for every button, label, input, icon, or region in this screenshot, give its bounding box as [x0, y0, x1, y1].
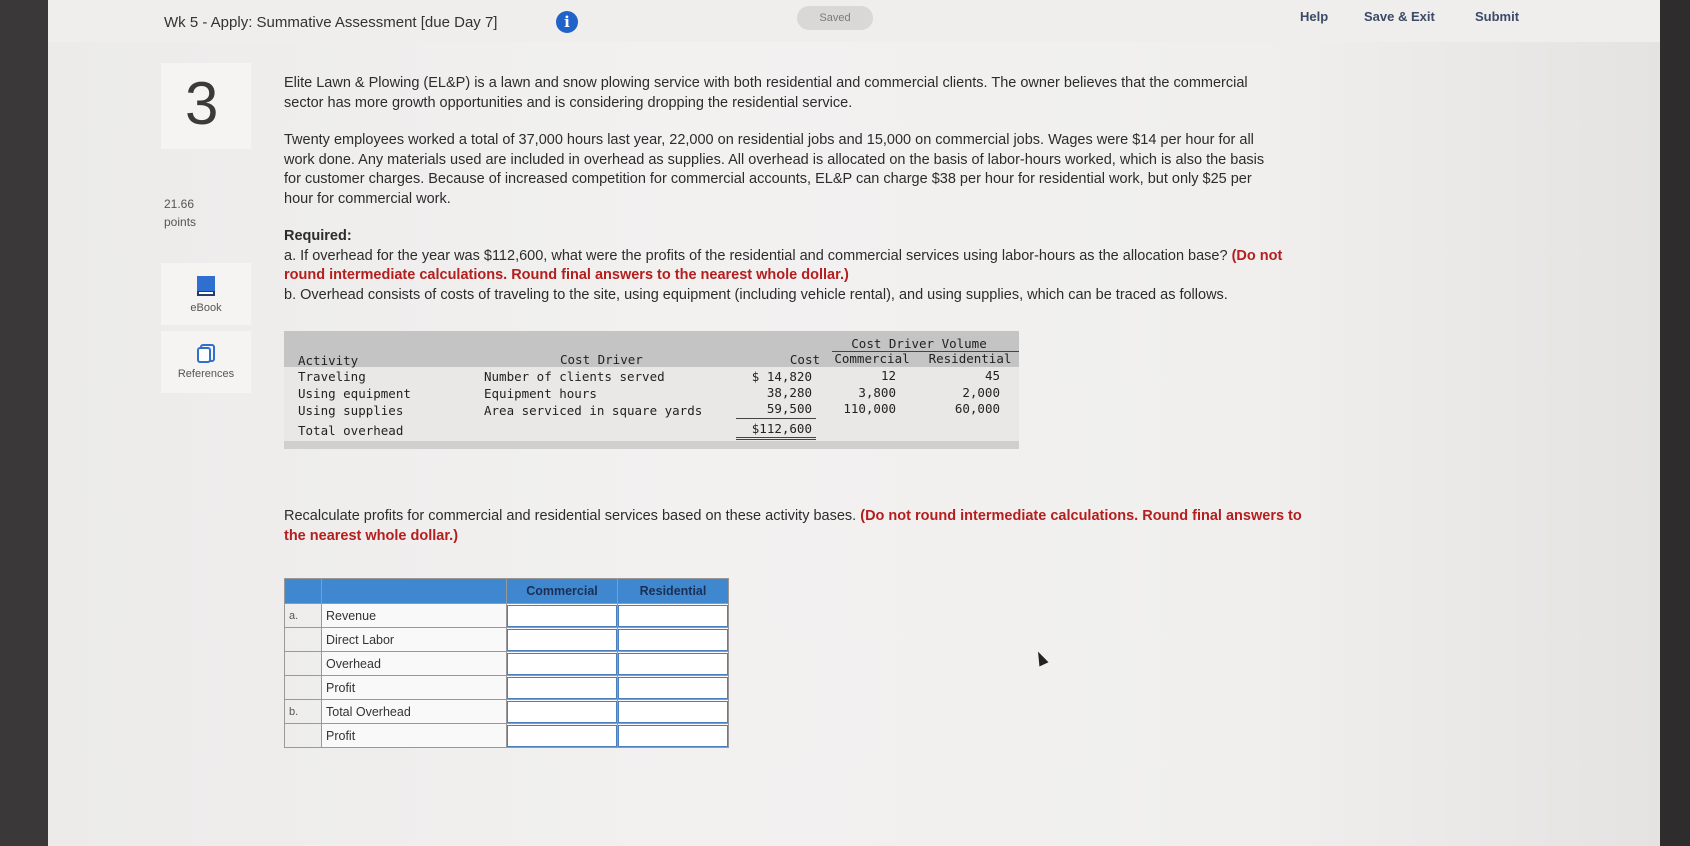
row-driver: Number of clients served	[484, 369, 665, 384]
residential-input[interactable]	[618, 701, 728, 723]
commercial-input[interactable]	[507, 629, 617, 651]
answer-table	[284, 578, 729, 748]
row-commercial: 110,000	[843, 401, 896, 416]
ebook-button[interactable]	[161, 263, 251, 325]
row-label: Revenue	[322, 604, 507, 628]
problem-details: Twenty employees worked a total of 37,000 hours last year, 22,000 on residential jobs and 15,000 on commercial jobs. Wages were $14 per hour for all work done. Any materials used are included in overhead as supplies. All overhead is allocated on the basis of labor-hours worked, which is also the basis for customer charges. Because of increased competition for commercial accounts, EL&P can charge $38 per hour for residential work, but only $25 per hour for commercial work.	[284, 132, 1265, 207]
part-label	[285, 652, 322, 676]
residential-input[interactable]	[618, 653, 728, 675]
table-row	[285, 604, 729, 628]
row-label: Profit	[322, 676, 507, 700]
row-cost: 38,280	[766, 385, 812, 400]
total-overhead-label: Total overhead	[298, 423, 404, 438]
header-activity: Activity	[298, 353, 359, 368]
part-b-text: b. Overhead consists of costs of traveling to the site, using equipment (including vehicle rental), and using supplies, which can be traced as follows.	[284, 286, 1228, 303]
row-driver: Area serviced in square yards	[484, 403, 703, 418]
total-overhead-cost: $112,600	[751, 421, 812, 436]
part-a-note: (Do not round intermediate calculations. Round final answers to the nearest whole dollar.)	[284, 247, 1283, 283]
points-info	[164, 195, 196, 231]
part-label: b.	[285, 700, 322, 724]
cost-driver-volume-header: Cost Driver Volume	[851, 336, 987, 351]
part-a-question: a. If overhead for the year was $112,600, what were the profits of the residential and commercial services using labor-hours as the allocation base?	[284, 247, 1228, 264]
row-commercial: 12	[880, 368, 896, 383]
overhead-table	[284, 331, 1019, 449]
required-label: Required:	[284, 228, 352, 244]
part-a-text	[284, 247, 1284, 286]
header-residential: Residential	[928, 351, 1012, 366]
question-number: 3	[185, 70, 219, 137]
row-label: Profit	[322, 724, 507, 748]
row-driver: Equipment hours	[484, 386, 597, 401]
answer-table-header	[285, 579, 729, 604]
problem-text	[284, 74, 1284, 305]
row-residential: 2,000	[962, 385, 1000, 400]
row-activity: Traveling	[298, 369, 366, 384]
row-commercial: 3,800	[858, 385, 896, 400]
saved-status: Saved	[797, 6, 873, 30]
col-commercial: Commercial	[507, 579, 618, 604]
residential-input[interactable]	[618, 725, 728, 747]
save-exit-button[interactable]: Save & Exit	[1364, 9, 1435, 24]
points-value: 21.66	[164, 197, 195, 211]
part-label	[285, 628, 322, 652]
header-cost: Cost	[789, 352, 820, 367]
row-label: Direct Labor	[322, 628, 507, 652]
help-button[interactable]: Help	[1300, 9, 1329, 24]
points-label: points	[164, 215, 197, 229]
submit-button[interactable]: Submit	[1475, 9, 1520, 24]
screen-bezel	[1660, 0, 1690, 846]
row-residential: 45	[984, 368, 1000, 383]
header-commercial: Commercial	[834, 351, 910, 366]
info-icon[interactable]: i	[556, 11, 578, 33]
residential-input[interactable]	[618, 677, 728, 699]
table-row	[285, 724, 729, 748]
references-label: References	[177, 368, 235, 380]
assessment-title: Wk 5 - Apply: Summative Assessment [due Day 7]	[164, 14, 498, 31]
row-label: Overhead	[322, 652, 507, 676]
col-residential: Residential	[618, 579, 729, 604]
recalc-note: (Do not round intermediate calculations. Round final answers to the nearest whole dollar.)	[284, 508, 1302, 544]
part-label: a.	[285, 604, 322, 628]
top-bar	[48, 0, 1660, 42]
row-residential: 60,000	[954, 401, 1000, 416]
row-cost: $ 14,820	[751, 369, 812, 384]
table-row	[285, 628, 729, 652]
commercial-input[interactable]	[507, 701, 617, 723]
row-cost: 59,500	[766, 401, 812, 416]
recalc-text: Recalculate profits for commercial and residential services based on these activity bases.	[284, 508, 857, 524]
row-activity: Using equipment	[298, 386, 411, 401]
recalculate-instructions	[284, 506, 1314, 546]
commercial-input[interactable]	[507, 725, 617, 747]
table-row	[285, 700, 729, 724]
commercial-input[interactable]	[507, 653, 617, 675]
mouse-cursor-icon	[1034, 650, 1049, 667]
residential-input[interactable]	[618, 629, 728, 651]
table-row	[285, 676, 729, 700]
row-label: Total Overhead	[322, 700, 507, 724]
book-icon	[196, 275, 216, 297]
question-number-box	[161, 63, 251, 149]
commercial-input[interactable]	[507, 605, 617, 627]
commercial-input[interactable]	[507, 677, 617, 699]
problem-intro: Elite Lawn & Plowing (EL&P) is a lawn and snow plowing service with both residential and commercial clients. The owner believes that the commercial sector has more growth opportunities and is considering dropping the residential service.	[284, 75, 1248, 111]
assessment-screen	[48, 0, 1660, 846]
table-row	[285, 652, 729, 676]
part-label	[285, 724, 322, 748]
references-icon	[196, 343, 216, 363]
residential-input[interactable]	[618, 605, 728, 627]
header-cost-driver: Cost Driver	[560, 352, 643, 367]
part-label	[285, 676, 322, 700]
references-button[interactable]	[161, 331, 251, 393]
row-activity: Using supplies	[298, 403, 404, 418]
ebook-label: eBook	[190, 302, 222, 314]
